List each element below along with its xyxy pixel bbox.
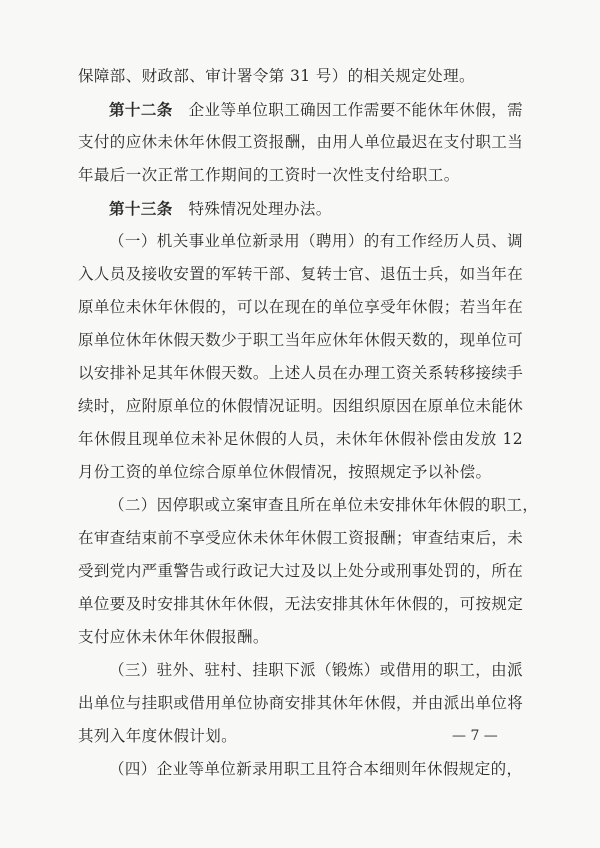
line-text: 单位要及时安排其休年休假，无法安排其休年休假的，可按规定 — [78, 595, 524, 613]
line-text: 企业等单位职工确因工作需要不能休年休假，需 — [188, 101, 523, 119]
line-text: 出单位与挂职或借用单位协商安排其休年休假，并由派出单位将 — [78, 694, 524, 712]
text-line — [78, 621, 523, 654]
line-text: （二）因停职或立案审查且所在单位未安排休年休假的职工， — [109, 496, 539, 514]
text-line — [78, 522, 523, 555]
line-text: 支付应休未休年休假报酬。 — [78, 628, 269, 646]
document-body — [78, 60, 539, 786]
line-text: 原单位休年休假天数少于职工当年应休年休假天数的，现单位可 — [78, 331, 524, 349]
text-line — [78, 60, 523, 93]
text-line — [78, 291, 523, 324]
text-line — [78, 588, 523, 621]
text-line — [78, 159, 523, 192]
line-text: （一）机关事业单位新录用（聘用）的有工作经历人员、调 — [109, 232, 523, 250]
text-line — [78, 555, 523, 588]
paragraph — [78, 753, 523, 786]
line-text: 支付的应休未休年休假工资报酬，由用人单位最迟在支付职工当 — [78, 133, 524, 151]
text-line — [78, 687, 523, 720]
line-text: 保障部、财政部、审计署令第 31 号）的相关规定处理。 — [78, 67, 475, 85]
paragraph — [78, 93, 523, 192]
paragraph — [78, 225, 523, 489]
paragraph — [78, 192, 523, 225]
paragraph — [78, 60, 523, 93]
text-line — [78, 324, 523, 357]
text-line — [78, 753, 523, 786]
text-line — [78, 423, 523, 456]
line-text: 以安排补足其年休假天数。上述人员在办理工资关系转移接续手 — [78, 364, 524, 382]
line-text: 原单位未休年休假的，可以在现在的单位享受年休假；若当年在 — [78, 298, 524, 316]
line-text: 受到党内严重警告或行政记大过及以上处分或刑事处罚的，所在 — [78, 562, 524, 580]
text-line — [78, 192, 523, 225]
text-line — [78, 258, 523, 291]
paragraph — [78, 489, 539, 654]
text-line — [78, 357, 523, 390]
page-number: — 7 — — [452, 728, 498, 744]
line-text: 年休假且现单位未补足休假的人员，未休年休假补偿由发放 12 — [78, 430, 523, 448]
text-line — [78, 489, 539, 522]
line-text: 特殊情况处理办法。 — [188, 200, 332, 218]
text-line — [78, 390, 523, 423]
text-line — [78, 93, 523, 126]
line-text: 其列入年度休假计划。 — [78, 727, 238, 745]
article-label: 第十三条 — [109, 199, 173, 218]
line-text: （三）驻外、驻村、挂职下派（锻炼）或借用的职工，由派 — [109, 661, 523, 679]
line-text: 年最后一次正常工作期间的工资时一次性支付给职工。 — [78, 166, 460, 184]
text-line — [78, 654, 523, 687]
line-text: 月份工资的单位综合原单位休假情况，按照规定予以补偿。 — [78, 463, 492, 481]
line-text: 在审查结束前不享受应休未休年休假工资报酬；审查结束后，未 — [78, 529, 524, 547]
line-text: 入人员及接收安置的军转干部、复转士官、退伍士兵，如当年在 — [78, 265, 524, 283]
line-text: （四）企业等单位新录用职工且符合本细则年休假规定的， — [109, 760, 523, 778]
text-line — [78, 456, 523, 489]
text-line — [78, 126, 523, 159]
line-text: 续时，应附原单位的休假情况证明。因组织原因在原单位未能休 — [78, 397, 524, 415]
article-label: 第十二条 — [109, 100, 173, 119]
text-line — [78, 225, 523, 258]
